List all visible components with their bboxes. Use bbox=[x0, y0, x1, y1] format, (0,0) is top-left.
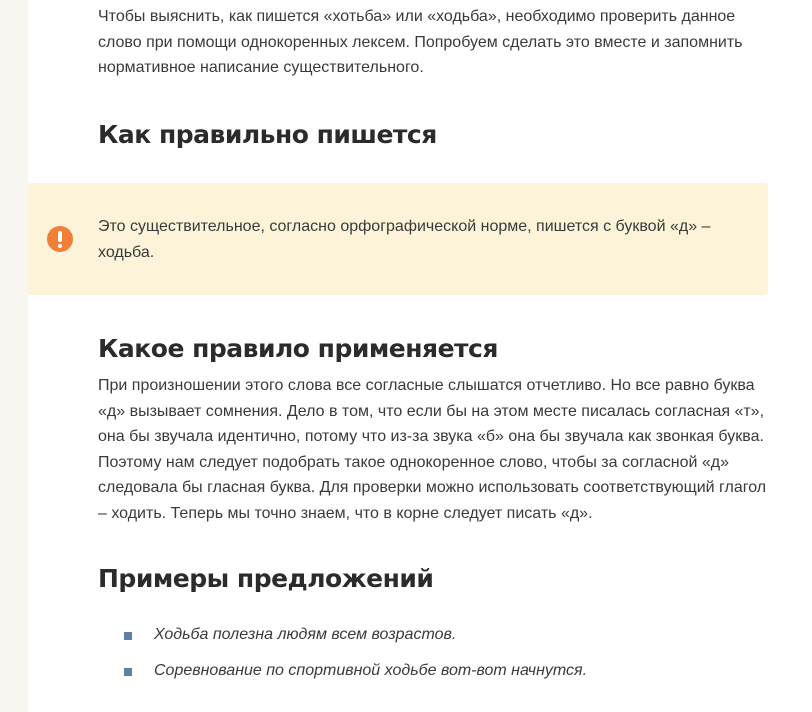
alert-box bbox=[28, 183, 768, 295]
rule-paragraph: При произношении этого слова все согласные слышатся отчетливо. Но все равно буква «д» вызывает сомнения. Дело в том, что если бы на этом месте писалась согласная «т», она бы звучала идентично, потому что из-за звука «б» она бы звучала как звонкая буква. Поэтому нам следует подобрать такое однокоренное слово, чтобы за согласной «д» следовала бы гласная буква. Для проверки можно использовать соответствующий глагол – ходить. Теперь мы точно знаем, что в корне следует писать «д». bbox=[98, 377, 767, 522]
exclamation-icon bbox=[47, 226, 73, 252]
heading-examples: Примеры предложений bbox=[98, 564, 434, 593]
list-item: Соревнование по спортивной ходьбе вот-вот начнутся. bbox=[98, 659, 768, 695]
heading-rule: Какое правило применяется bbox=[98, 334, 498, 363]
article-top bbox=[98, 4, 768, 149]
intro-paragraph: Чтобы выяснить, как пишется «хотьба» или «ходьба», необходимо проверить данное слово при помощи однокоренных лексем. Попробуем сделать это вместе и запомнить нормативное написание существительного. bbox=[98, 8, 743, 76]
rule-section bbox=[98, 334, 768, 695]
left-sidebar-strip bbox=[0, 0, 28, 712]
list-item: Ходьба полезна людям всем возрастов. bbox=[98, 623, 768, 659]
alert-text: Это существительное, согласно орфографической норме, пишется с буквой «д» – ходьба. bbox=[98, 218, 711, 261]
heading-how-to-write: Как правильно пишется bbox=[98, 119, 437, 149]
examples-list bbox=[98, 623, 768, 695]
